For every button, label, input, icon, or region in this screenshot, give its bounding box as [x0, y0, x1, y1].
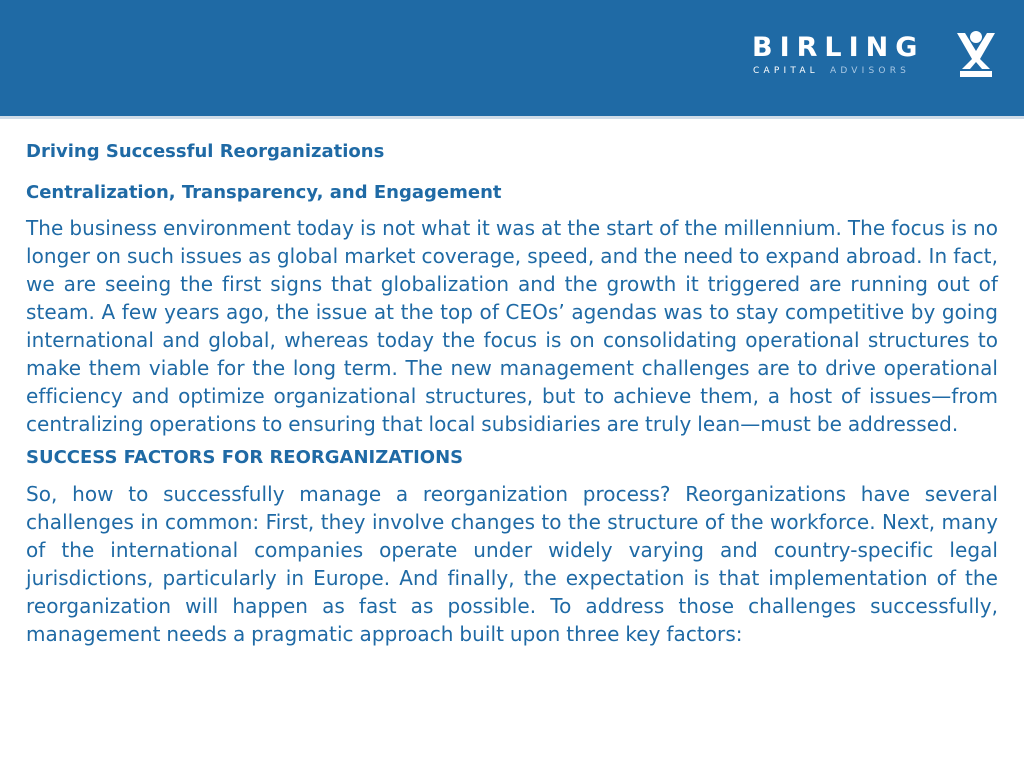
article-title: Driving Successful Reorganizations — [26, 141, 385, 162]
brand-tagline-capital: CAPITAL — [753, 66, 819, 76]
brand-name: BIRLING — [752, 32, 925, 63]
section-heading: SUCCESS FACTORS FOR REORGANIZATIONS — [26, 447, 464, 468]
paragraph-success-factors: So, how to successfully manage a reorganization process? Reorganizations have several challenges in common: First, they involve changes to the structure of the workforce. Next, many of the international companies operate under widely varying and country-specific legal jurisdictions, particularly in Europe. And finally, the expectation is that implementation of the reorganization will happen as fast as possible. To address those challenges successfully, management needs a pragmatic approach built upon three key factors: — [26, 482, 998, 646]
header-banner — [0, 0, 1024, 116]
header-divider — [0, 116, 1024, 119]
brand-tagline-advisors: ADVISORS — [829, 66, 911, 76]
article-subtitle: Centralization, Transparency, and Engagement — [26, 182, 502, 203]
article-body — [26, 140, 998, 648]
brand-tagline — [753, 66, 910, 76]
figure-mark-icon — [954, 29, 998, 77]
paragraph-intro: The business environment today is not what it was at the start of the millennium. The focus is no longer on such issues as global market coverage, speed, and the need to expand abroad. In fact, we are seeing the first signs that globalization and the growth it triggered are running out of steam. A few years ago, the issue at the top of CEOs’ agendas was to stay competitive by going international and global, whereas today the focus is on consolidating operational structures to make them viable for the long term. The new management challenges are to drive operational efficiency and optimize organizational structures, but to achieve them, a host of issues—from centralizing operations to ensuring that local subsidiaries are truly lean—must be addressed. — [26, 216, 998, 436]
